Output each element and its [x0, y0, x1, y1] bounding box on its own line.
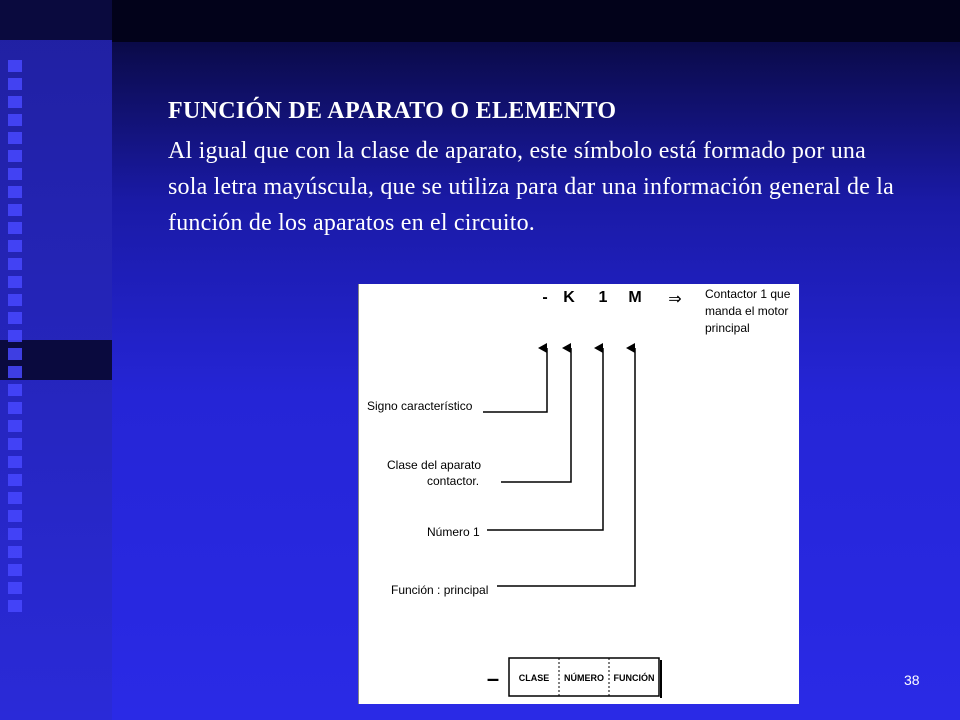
decorative-square: [8, 204, 22, 216]
decorative-square: [8, 78, 22, 90]
function-leader: [497, 348, 635, 586]
legend-dash: –: [486, 666, 500, 691]
function-label: Función : principal: [391, 583, 489, 597]
number-leader: [487, 348, 603, 530]
page-number: 38: [904, 672, 920, 688]
decorative-square: [8, 150, 22, 162]
naming-diagram: [358, 284, 799, 704]
slide-heading: FUNCIÓN DE APARATO O ELEMENTO: [168, 98, 617, 124]
decorative-square: [8, 492, 22, 504]
decorative-square: [8, 348, 22, 360]
left-strip-band: [0, 0, 112, 40]
code-class-letter: K: [563, 289, 575, 306]
legend-cell-class: CLASE: [518, 673, 550, 683]
decorative-square: [8, 420, 22, 432]
class-label-line-2: contactor.: [427, 474, 480, 488]
decorative-square: [8, 438, 22, 450]
decorative-square: [8, 294, 22, 306]
leader-lines: [483, 348, 635, 586]
decorative-square: [8, 240, 22, 252]
decorative-square: [8, 600, 22, 612]
class-label-line-1: Clase del aparato: [387, 458, 482, 472]
legend-cell-number: NÚMERO: [564, 673, 604, 683]
left-decoration-strip: [0, 0, 112, 720]
decorative-square: [8, 312, 22, 324]
decorative-square: [8, 132, 22, 144]
decorative-square: [8, 222, 22, 234]
decorative-square: [8, 366, 22, 378]
decorative-square: [8, 546, 22, 558]
number-label: Número 1: [427, 525, 480, 539]
decorative-square: [8, 582, 22, 594]
decorative-square: [8, 510, 22, 522]
decorative-square: [8, 168, 22, 180]
legend-cell-function: FUNCIÓN: [613, 673, 655, 683]
implies-arrow: ⇒: [668, 291, 682, 308]
code-number: 1: [598, 289, 608, 306]
meaning-line-1: Contactor 1 que: [705, 287, 791, 301]
decorative-square: [8, 114, 22, 126]
decorative-square: [8, 528, 22, 540]
sign-label: Signo característico: [367, 399, 473, 413]
meaning-line-2: manda el motor: [705, 304, 789, 318]
decorative-square: [8, 330, 22, 342]
decorative-square: [8, 384, 22, 396]
code-sign: -: [542, 289, 548, 306]
class-leader: [501, 348, 571, 482]
decorative-square: [8, 186, 22, 198]
decorative-square: [8, 258, 22, 270]
decorative-square: [8, 276, 22, 288]
decorative-square: [8, 474, 22, 486]
decorative-square: [8, 456, 22, 468]
decorative-square: [8, 564, 22, 576]
decorative-square: [8, 60, 22, 72]
diagram-svg: [359, 284, 799, 704]
decorative-square: [8, 402, 22, 414]
decorative-square: [8, 96, 22, 108]
slide-body-text: Al igual que con la clase de aparato, este símbolo está formado por una sola letra mayúscula, que se utiliza para dar una información general de la función de los aparatos en el circuito.: [168, 138, 895, 236]
decorative-squares: [8, 60, 28, 612]
code-function-letter: M: [628, 289, 642, 306]
meaning-line-3: principal: [705, 321, 750, 335]
sign-leader: [483, 348, 547, 412]
top-dark-bar: [112, 0, 960, 42]
